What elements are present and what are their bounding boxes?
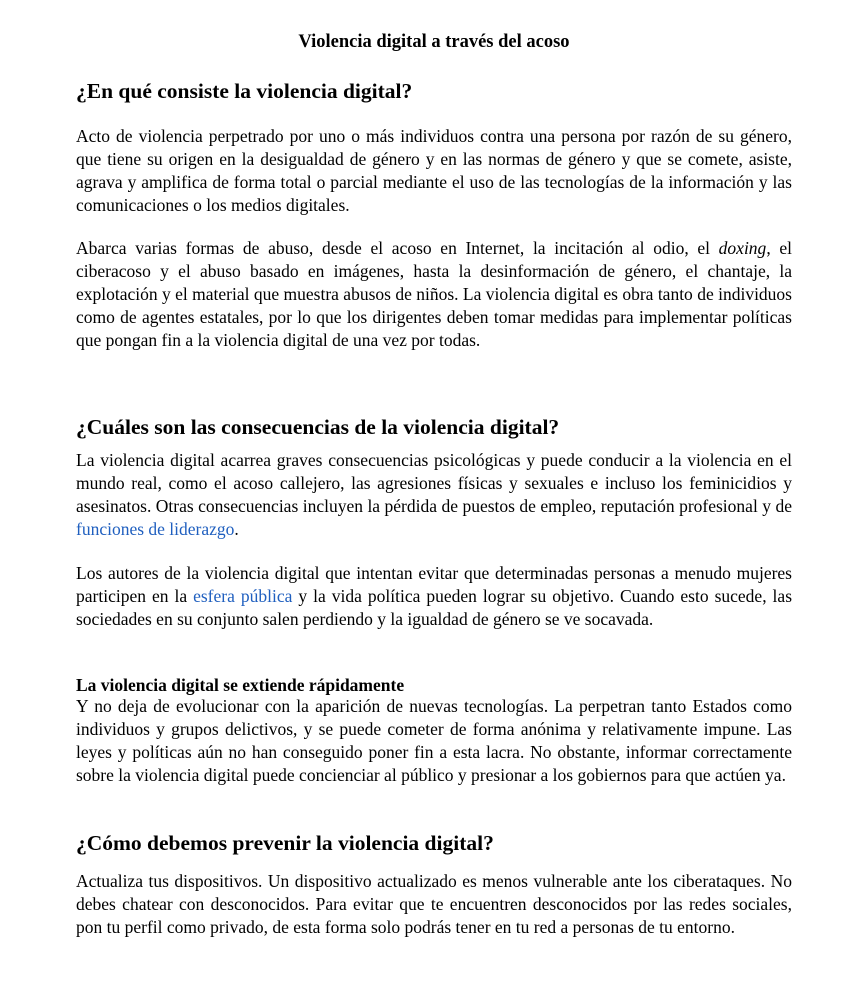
paragraph-forms-text-2: , el ciberacoso y el abuso basado en imágenes, hasta la desinformación de género, el chantaje, la explotación y el material que muestra abusos de niños. La violencia digital es obra tanto de individuos como de agentes estatales, por lo que los dirigentes deben tomar medidas para implementar políticas que pongan fin a la violencia digital de una vez por todas.	[76, 238, 792, 351]
paragraph-perpetrators-text-2: y la vida política pueden lograr su objetivo. Cuando esto sucede, las sociedades en su conjunto salen perdiendo y la igualdad de género se ve socavada.	[76, 586, 792, 630]
link-leadership-roles[interactable]: funciones de liderazgo	[76, 519, 235, 540]
doxing-term: doxing	[718, 238, 767, 258]
paragraph-evolution: Y no deja de evolucionar con la aparición de nuevas tecnologías. La perpetran tanto Estados como individuos y grupos delictivos, y se puede cometer de forma anónima y relativamente impune. Las leyes y políticas aún no han conseguido poner fin a esta lacra. No obstante, informar correctamente sobre la violencia digital puede concienciar al público y presionar a los gobiernos para que actúen ya.	[76, 696, 792, 786]
subheading-spreads-rapidly: La violencia digital se extiende rápidamente	[76, 675, 405, 695]
paragraph-prevention: Actualiza tus dispositivos. Un dispositivo actualizado es menos vulnerable ante los ciberataques. No debes chatear con desconocidos. Para evitar que te encuentren desconocidos por las redes sociales, pon tu perfil como privado, de esta forma solo podrás tener en tu red a personas de tu entorno.	[76, 871, 792, 938]
paragraph-perpetrators-text-1: Los autores de la violencia digital que intentan evitar que determinadas personas a menudo mujeres participen en la	[76, 563, 792, 607]
paragraph-forms-of-abuse	[76, 237, 792, 352]
paragraph-consequences-text-1: La violencia digital acarrea graves consecuencias psicológicas y puede conducir a la violencia en el mundo real, como el acoso callejero, las agresiones físicas y sexuales e incluso los feminicidios y asesinatos. Otras consecuencias incluyen la pérdida de puestos de empleo, reputación profesional y de	[76, 450, 792, 517]
link-public-sphere[interactable]: esfera pública	[193, 586, 293, 607]
paragraph-consequences	[76, 449, 792, 541]
heading-what-is-digital-violence: ¿En qué consiste la violencia digital?	[76, 79, 413, 103]
paragraph-forms-text-1: Abarca varias formas de abuso, desde el acoso en Internet, la incitación al odio, el	[76, 238, 719, 258]
heading-consequences: ¿Cuáles son las consecuencias de la violencia digital?	[76, 415, 560, 439]
document-title: Violencia digital a través del acoso	[298, 32, 570, 52]
paragraph-consequences-text-2: .	[234, 519, 239, 540]
heading-prevention: ¿Cómo debemos prevenir la violencia digital?	[76, 831, 494, 855]
paragraph-definition: Acto de violencia perpetrado por uno o más individuos contra una persona por razón de su género, que tiene su origen en la desigualdad de género y en las normas de género y que se comete, asiste, agrava y amplifica de forma total o parcial mediante el uso de las tecnologías de la información y las comunicaciones o los medios digitales.	[76, 126, 792, 216]
paragraph-perpetrators	[76, 562, 792, 631]
